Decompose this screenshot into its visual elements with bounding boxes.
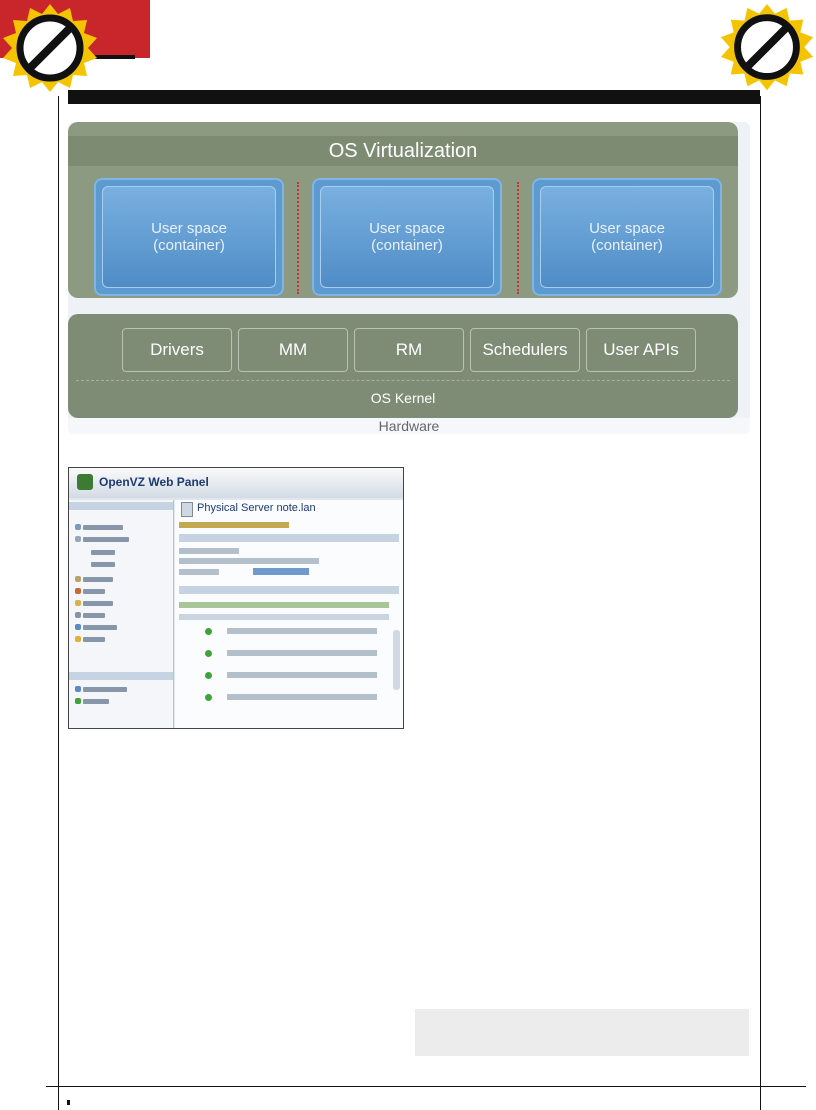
server-icon [181, 502, 193, 517]
os-kernel-band [68, 314, 738, 418]
menu-item-icon [75, 524, 81, 530]
toolbar [179, 522, 289, 528]
page-mark [67, 1100, 70, 1105]
table-row [227, 628, 377, 634]
menu-item-icon [75, 600, 81, 606]
kernel-label: OS Kernel [370, 390, 436, 406]
menu-item-icon [75, 636, 81, 642]
statistics-row [179, 548, 239, 554]
menu-item-icon [75, 612, 81, 618]
sidebar-menu-item [83, 625, 117, 630]
table-row [227, 650, 377, 656]
kernel-divider [76, 380, 730, 381]
diagram-title: OS Virtualization [68, 136, 738, 166]
user-space-container [312, 178, 502, 296]
kernel-component-rm: RM [354, 328, 464, 372]
page-top-rule [68, 90, 760, 104]
panel-sidebar [69, 500, 174, 728]
sidebar-menu-item [83, 537, 129, 542]
sidebar-menu-header [69, 502, 173, 510]
shaded-box [415, 1009, 749, 1056]
panel-main [175, 500, 403, 728]
hardware-label: Hardware [68, 418, 750, 434]
sidebar-menu-item [83, 699, 109, 704]
bottom-rule [46, 1086, 806, 1087]
container-label: User space [151, 220, 227, 237]
virtual-servers-header [179, 586, 399, 594]
table-row [227, 672, 377, 678]
virtual-servers-table-header [179, 614, 389, 620]
server-page-title: Physical Server note.lan [197, 502, 316, 514]
menu-item-icon [75, 536, 81, 542]
disk-usage-bar [253, 568, 309, 575]
menu-item-icon [75, 686, 81, 692]
kernel-component-schedulers: Schedulers [470, 328, 580, 372]
container-label: User space [589, 220, 665, 237]
running-status-icon [205, 628, 212, 635]
sidebar-menu-item [83, 601, 113, 606]
panel-app-title: OpenVZ Web Panel [99, 475, 209, 489]
panel-header [69, 468, 403, 498]
menu-item-icon [75, 588, 81, 594]
sidebar-menu-item [83, 525, 123, 530]
right-margin-rule [760, 96, 761, 1110]
user-space-container [532, 178, 722, 296]
table-row [227, 694, 377, 700]
statistics-row [179, 558, 319, 564]
os-virtualization-diagram [68, 122, 750, 434]
container-sublabel: (container) [591, 237, 663, 254]
menu-item-icon [75, 576, 81, 582]
table-scrollbar [393, 630, 400, 690]
kernel-component-mm: MM [238, 328, 348, 372]
sidebar-menu-item [83, 687, 127, 692]
no-entry-badge-icon [0, 2, 100, 102]
statistics-row [179, 569, 219, 575]
running-status-icon [205, 650, 212, 657]
kernel-component-drivers: Drivers [122, 328, 232, 372]
openvz-logo-icon [77, 474, 93, 490]
running-status-icon [205, 672, 212, 679]
container-label: User space [369, 220, 445, 237]
running-status-icon [205, 694, 212, 701]
menu-item-icon [75, 698, 81, 704]
kernel-component-user-apis: User APIs [586, 328, 696, 372]
sidebar-menu-item [91, 550, 115, 555]
left-margin-rule [58, 96, 59, 1110]
container-sublabel: (container) [371, 237, 443, 254]
statistics-header [179, 534, 399, 542]
container-separator [297, 182, 301, 294]
virtual-servers-toolbar [179, 602, 389, 608]
sidebar-help-header [69, 672, 173, 680]
container-separator [517, 182, 521, 294]
menu-item-icon [75, 624, 81, 630]
container-sublabel: (container) [153, 237, 225, 254]
sidebar-menu-item [91, 562, 115, 567]
no-entry-badge-icon [718, 2, 816, 100]
openvz-panel-screenshot [68, 467, 404, 729]
banner-stripe [95, 55, 135, 59]
user-space-container [94, 178, 284, 296]
sidebar-menu-item [83, 613, 105, 618]
sidebar-menu-item [83, 577, 113, 582]
sidebar-menu-item [83, 637, 105, 642]
sidebar-menu-item [83, 589, 105, 594]
